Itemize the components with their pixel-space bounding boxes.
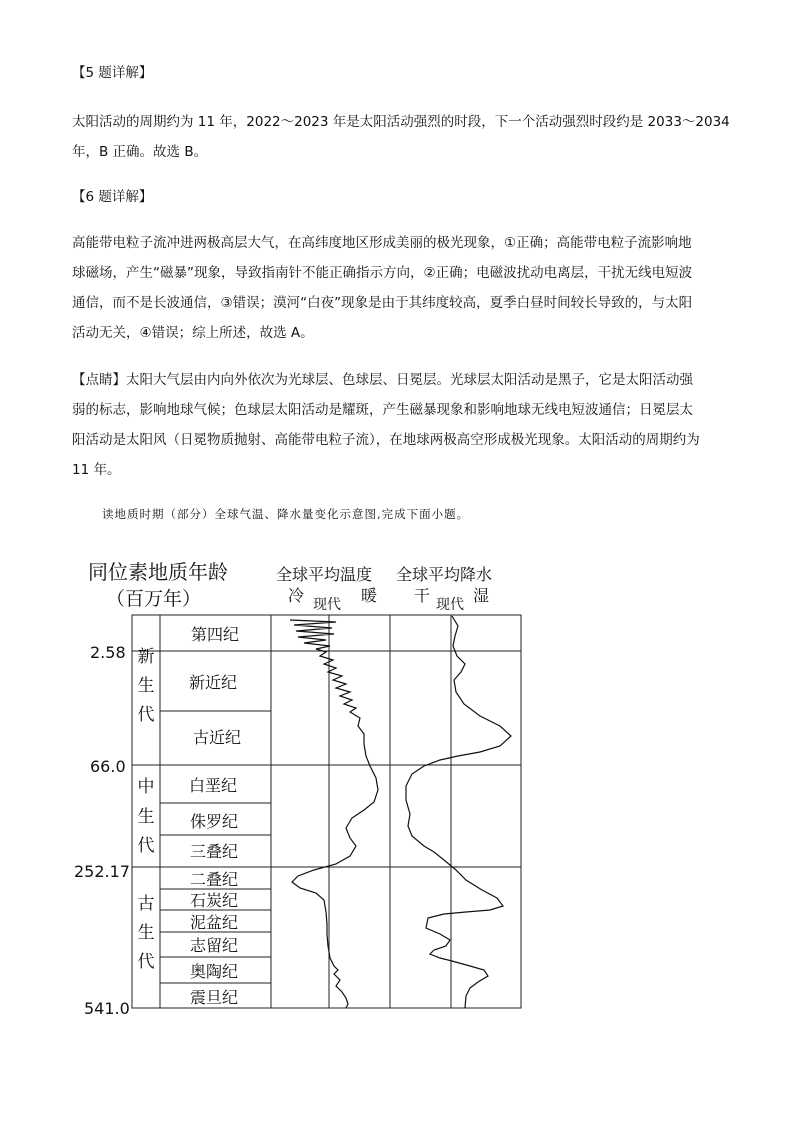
precipitation-title: 全球平均降水 [396, 565, 493, 584]
temperature-curve [290, 620, 378, 1008]
period-label: 奥陶纪 [189, 962, 239, 981]
period-label: 第四纪 [190, 625, 240, 644]
text-line: 11 年。 [72, 462, 121, 478]
text-line: 太阳活动的周期约为 11 年，2022～2023 年是太阳活动强烈的时段，下一个活动强烈时段约是 2033～2034 [72, 114, 730, 130]
age-label: 541.0 [84, 999, 130, 1018]
period-label: 白垩纪 [188, 776, 238, 795]
text-line: 阳活动是太阳风（日冕物质抛射、高能带电粒子流），在地球两极高空形成极光现象。太阳活动的周期约为 [72, 432, 700, 448]
period-label: 新近纪 [188, 673, 238, 692]
period-label: 石炭纪 [189, 891, 239, 910]
age-axis-title: 同位素地质年龄 [88, 560, 228, 584]
age-label: 252.17 [74, 862, 130, 881]
era-char: 新 [137, 647, 155, 667]
geologic-climate-diagram [0, 540, 794, 1030]
temperature-modern-label: 现代 [313, 597, 341, 613]
age-label: 66.0 [90, 757, 126, 776]
q6-explanation [72, 228, 722, 348]
age-label: 2.58 [90, 643, 126, 662]
precipitation-curve [406, 616, 511, 1008]
temperature-warm-label: 暖 [361, 586, 378, 605]
key-point-note [72, 365, 722, 485]
era-char: 生 [137, 807, 155, 827]
q6-section [72, 182, 722, 212]
figure-caption: 读地质时期（部分）全球气温、降水量变化示意图,完成下面小题。 [102, 507, 470, 521]
text-line: 弱的标志，影响地球气候；色球层太阳活动是耀斑，产生磁暴现象和影响地球无线电短波通信；日冕层太 [72, 402, 693, 418]
text-line: 通信，而不是长波通信，③错误；漠河“白夜”现象是由于其纬度较高，夏季白昼时间较长导致的，与太阳 [72, 295, 693, 311]
temperature-title: 全球平均温度 [276, 565, 373, 584]
text-line: 球磁场，产生“磁暴”现象，导致指南针不能正确指示方向，②正确；电磁波扰动电离层，干扰无线电短波 [72, 265, 693, 281]
era-char: 中 [137, 777, 155, 797]
q5-explanation [72, 107, 730, 167]
period-label: 志留纪 [189, 936, 239, 955]
q5-section [72, 58, 722, 88]
era-char: 代 [137, 836, 155, 856]
age-axis-unit: （百万年） [106, 588, 202, 610]
era-char: 生 [137, 923, 155, 943]
q5-heading: 【5 题详解】 [72, 65, 153, 81]
period-label: 泥盆纪 [189, 913, 239, 932]
era-char: 古 [137, 894, 155, 914]
text-line: 活动无关，④错误；综上所述，故选 A。 [72, 325, 314, 341]
precipitation-modern-label: 现代 [436, 597, 464, 613]
period-label: 震旦纪 [189, 988, 239, 1007]
q6-heading: 【6 题详解】 [72, 189, 153, 205]
era-char: 代 [137, 705, 155, 725]
text-line: 年，B 正确。故选 B。 [72, 144, 208, 160]
text-line: 【点睛】太阳大气层由内向外依次为光球层、色球层、日冕层。光球层太阳活动是黑子，它是太阳活动强 [72, 372, 693, 388]
period-label: 三叠纪 [189, 842, 239, 861]
precipitation-wet-label: 湿 [473, 586, 490, 605]
temperature-cold-label: 冷 [288, 586, 305, 605]
era-char: 生 [137, 676, 155, 696]
period-label: 侏罗纪 [189, 812, 239, 831]
period-label: 二叠纪 [189, 870, 239, 889]
precipitation-dry-label: 干 [414, 586, 431, 605]
era-char: 代 [137, 952, 155, 972]
text-line: 高能带电粒子流冲进两极高层大气，在高纬度地区形成美丽的极光现象，①正确；高能带电粒子流影响地 [72, 235, 692, 251]
period-label: 古近纪 [192, 728, 242, 747]
